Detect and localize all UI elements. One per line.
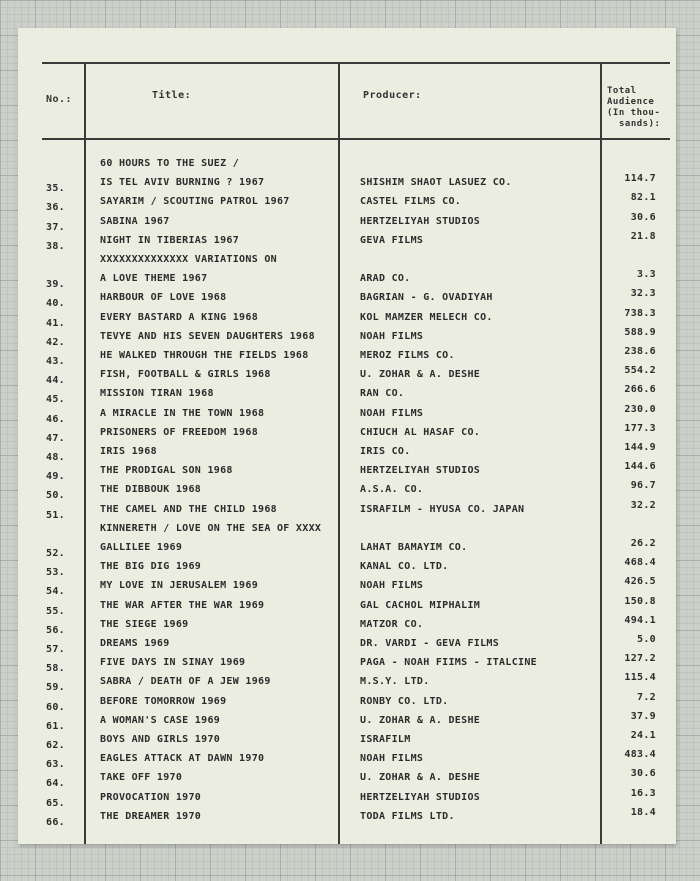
row-audience: 266.6 <box>624 384 656 396</box>
header-producer: Producer: <box>363 90 422 101</box>
row-title: IRIS 1968 <box>100 446 157 457</box>
row-number: 42. <box>46 336 65 348</box>
row-producer: RAN CO. <box>360 388 405 400</box>
row-title: THE PRODIGAL SON 1968 <box>100 465 233 477</box>
row-audience: 144.6 <box>624 461 656 473</box>
row-title: SABINA 1967 <box>100 215 170 227</box>
row-number: 59. <box>46 682 65 694</box>
row-title: THE CAMEL AND THE CHILD 1968 <box>100 503 277 515</box>
row-number: 63. <box>46 759 65 771</box>
row-title: FIVE DAYS IN SINAY 1969 <box>100 657 246 669</box>
row-number: 45. <box>46 394 65 406</box>
row-audience: 144.9 <box>624 442 656 453</box>
header-audience-line: sands): <box>619 119 661 129</box>
row-number: 62. <box>46 740 65 751</box>
header-no: No.: <box>46 94 73 105</box>
row-producer: MATZOR CO. <box>360 618 424 630</box>
row-producer: DR. VARDI - GEVA FILMS <box>360 638 500 649</box>
row-title: EVERY BASTARD A KING 1968 <box>100 311 259 323</box>
row-title: MY LOVE IN JERUSALEM 1969 <box>100 580 259 592</box>
row-audience: 230.0 <box>624 403 656 415</box>
row-number: 40. <box>46 298 65 310</box>
row-producer: ISRAFILM <box>360 734 411 745</box>
row-number: 52. <box>46 548 65 559</box>
header-audience-line: (In thou- <box>607 108 661 118</box>
row-audience: 238.6 <box>624 346 656 357</box>
row-number: 60. <box>46 701 65 713</box>
row-title: KINNERETH / LOVE ON THE SEA OF XXXX <box>100 522 322 534</box>
row-number: 61. <box>46 720 65 732</box>
row-title: TEVYE AND HIS SEVEN DAUGHTERS 1968 <box>100 330 315 342</box>
row-producer: ARAD CO. <box>360 273 411 285</box>
row-title: THE WAR AFTER THE WAR 1969 <box>100 599 265 611</box>
row-audience: 114.7 <box>624 173 656 185</box>
row-title: SAYARIM / SCOUTING PATROL 1967 <box>100 196 290 208</box>
row-title: DREAMS 1969 <box>100 638 170 649</box>
row-title: A MIRACLE IN THE TOWN 1968 <box>100 407 265 419</box>
row-title: BOYS AND GIRLS 1970 <box>100 734 221 745</box>
row-audience: 738.3 <box>624 307 656 319</box>
row-title: TAKE OFF 1970 <box>100 772 183 784</box>
top-rule <box>42 62 670 64</box>
row-audience: 24.1 <box>630 730 656 741</box>
row-audience: 32.2 <box>630 499 656 511</box>
row-title: BEFORE TOMORROW 1969 <box>100 695 227 707</box>
row-title: FISH, FOOTBALL & GIRLS 1968 <box>100 369 271 381</box>
row-number: 51. <box>46 509 65 521</box>
row-producer: MEROZ FILMS CO. <box>360 350 455 361</box>
header-title: Title: <box>152 90 192 101</box>
row-audience: 18.4 <box>630 806 656 818</box>
column-rule-title <box>338 62 340 844</box>
row-producer: KANAL CO. LTD. <box>360 561 449 573</box>
row-number: 64. <box>46 778 65 790</box>
row-producer: NOAH FILMS <box>360 407 424 419</box>
row-number: 44. <box>46 375 65 387</box>
row-audience: 150.8 <box>624 595 656 607</box>
row-title: A WOMAN'S CASE 1969 <box>100 714 221 726</box>
row-producer: ISRAFILM - HYUSA CO. JAPAN <box>360 503 525 515</box>
row-title: THE BIG DIG 1969 <box>100 561 202 573</box>
row-title: PRISONERS OF FREEDOM 1968 <box>100 426 259 438</box>
row-number: 49. <box>46 471 65 483</box>
row-audience: 3.3 <box>637 269 656 281</box>
row-number: 47. <box>46 432 65 444</box>
row-number: 41. <box>46 317 65 329</box>
row-producer: A.S.A. CO. <box>360 484 424 496</box>
row-audience: 82.1 <box>630 192 656 204</box>
row-number: 38. <box>46 240 65 252</box>
row-producer: HERTZELIYAH STUDIOS <box>360 791 481 803</box>
row-title: NIGHT IN TIBERIAS 1967 <box>100 234 240 246</box>
row-audience: 32.3 <box>630 288 656 300</box>
row-title: MISSION TIRAN 1968 <box>100 388 214 400</box>
row-producer: U. ZOHAR & A. DESHE <box>360 369 481 381</box>
row-title: HARBOUR OF LOVE 1968 <box>100 292 227 304</box>
row-producer: HERTZELIYAH STUDIOS <box>360 465 481 477</box>
row-title: A LOVE THEME 1967 <box>100 273 208 285</box>
row-audience: 30.6 <box>630 768 656 780</box>
row-number: 46. <box>46 413 65 425</box>
row-producer: CHIUCH AL HASAF CO. <box>360 426 481 438</box>
row-title: EAGLES ATTACK AT DAWN 1970 <box>100 753 265 765</box>
row-producer: SHISHIM SHAOT LASUEZ CO. <box>360 177 512 189</box>
row-number: 50. <box>46 490 65 502</box>
row-number: 35. <box>46 183 65 195</box>
row-title: IS TEL AVIV BURNING ? 1967 <box>100 177 265 189</box>
row-producer: RONBY CO. LTD. <box>360 695 449 707</box>
row-audience: 177.3 <box>624 422 656 434</box>
row-producer: NOAH FILMS <box>360 330 424 342</box>
row-producer: CASTEL FILMS CO. <box>360 196 462 208</box>
row-audience: 7.2 <box>637 691 656 703</box>
row-title: THE DIBBOUK 1968 <box>100 484 202 496</box>
row-producer: HERTZELIYAH STUDIOS <box>360 215 481 227</box>
header-bottom-rule <box>42 138 670 140</box>
row-title: THE DREAMER 1970 <box>100 810 202 822</box>
row-title: GALLILEE 1969 <box>100 542 183 553</box>
row-number: 58. <box>46 663 65 675</box>
row-number: 56. <box>46 624 65 636</box>
row-producer: M.S.Y. LTD. <box>360 676 430 688</box>
row-audience: 16.3 <box>630 787 656 799</box>
row-audience: 554.2 <box>624 365 656 377</box>
row-producer: U. ZOHAR & A. DESHE <box>360 714 481 726</box>
row-title: XXXXXXXXXXXXXX VARIATIONS ON <box>100 254 277 265</box>
row-audience: 588.9 <box>624 326 656 338</box>
row-audience: 426.5 <box>624 576 656 588</box>
row-audience: 21.8 <box>630 230 656 242</box>
row-number: 54. <box>46 586 65 598</box>
row-number: 36. <box>46 202 65 214</box>
row-title: THE SIEGE 1969 <box>100 618 189 630</box>
row-producer: BAGRIAN - G. OVADIYAH <box>360 292 493 304</box>
row-audience: 127.2 <box>624 653 656 665</box>
row-number: 53. <box>46 567 65 579</box>
row-number: 66. <box>46 816 65 828</box>
row-producer: U. ZOHAR & A. DESHE <box>360 772 481 784</box>
row-producer: PAGA - NOAH FIIMS - ITALCINE <box>360 657 537 669</box>
row-audience: 494.1 <box>624 614 656 626</box>
row-title: PROVOCATION 1970 <box>100 791 202 803</box>
row-audience: 5.0 <box>637 634 656 645</box>
row-audience: 96.7 <box>630 480 656 492</box>
row-producer: GEVA FILMS <box>360 234 424 246</box>
row-producer: NOAH FILMS <box>360 580 424 592</box>
row-number: 57. <box>46 644 65 655</box>
row-audience: 26.2 <box>630 538 656 549</box>
row-number: 65. <box>46 797 65 809</box>
row-audience: 468.4 <box>624 557 656 569</box>
header-audience <box>607 86 660 130</box>
row-audience: 483.4 <box>624 749 656 761</box>
document-sheet <box>18 28 676 844</box>
row-producer: LAHAT BAMAYIM CO. <box>360 542 468 553</box>
row-producer: GAL CACHOL MIPHALIM <box>360 599 481 611</box>
row-audience: 30.6 <box>630 211 656 223</box>
row-producer: IRIS CO. <box>360 446 411 457</box>
row-number: 43. <box>46 356 65 367</box>
row-producer: TODA FILMS LTD. <box>360 810 455 822</box>
row-number: 48. <box>46 452 65 463</box>
row-title: 60 HOURS TO THE SUEZ / <box>100 158 240 169</box>
row-producer: NOAH FILMS <box>360 753 424 765</box>
header-audience-line: Total <box>607 86 637 96</box>
row-number: 55. <box>46 605 65 617</box>
row-number: 37. <box>46 221 65 233</box>
row-audience: 37.9 <box>630 710 656 722</box>
row-audience: 115.4 <box>624 672 656 684</box>
row-number: 39. <box>46 279 65 291</box>
row-title: HE WALKED THROUGH THE FIELDS 1968 <box>100 350 309 361</box>
header-audience-line: Audience <box>607 97 655 107</box>
row-title: SABRA / DEATH OF A JEW 1969 <box>100 676 271 688</box>
row-producer: KOL MAMZER MELECH CO. <box>360 311 493 323</box>
